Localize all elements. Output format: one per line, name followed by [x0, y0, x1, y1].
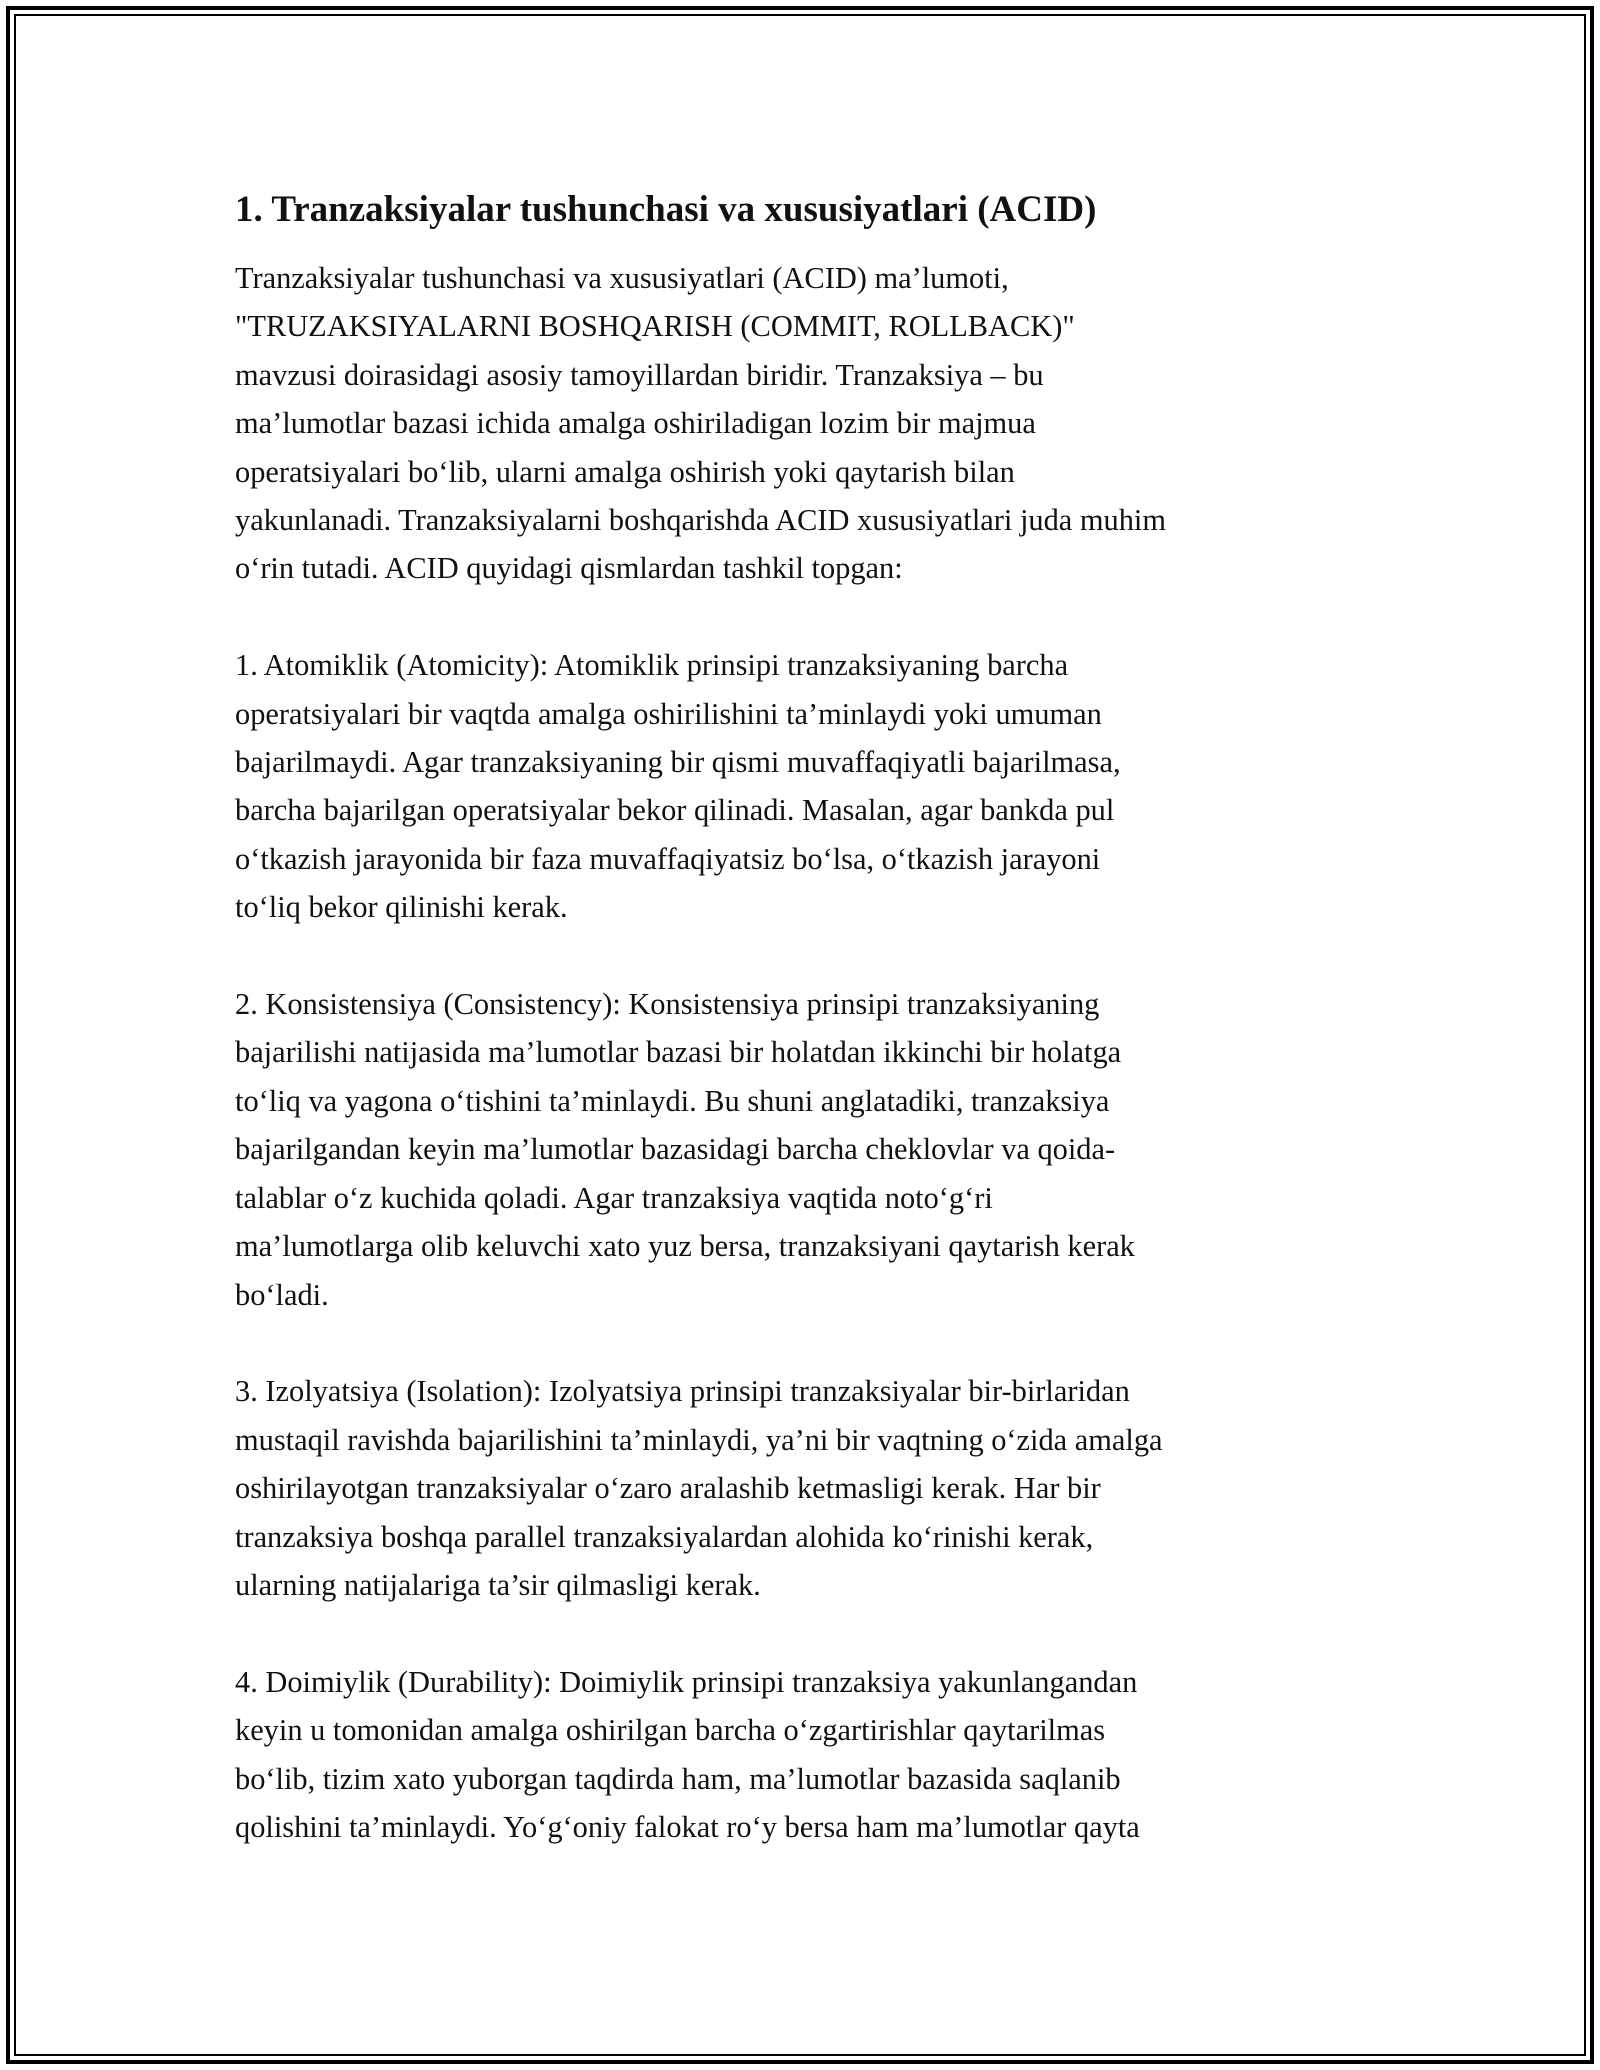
- paragraph-line: oshirilayotgan tranzaksiyalar o‘zaro aralashib ketmasligi kerak. Har bir: [235, 1471, 1101, 1506]
- isolation-paragraph: [235, 1367, 1375, 1609]
- paragraph-line: bajarilgandan keyin ma’lumotlar bazasidagi barcha cheklovlar va qoida-: [235, 1132, 1116, 1167]
- paragraph-line: tranzaksiya boshqa parallel tranzaksiyalardan alohida ko‘rinishi kerak,: [235, 1519, 1094, 1554]
- atomicity-paragraph: [235, 641, 1375, 931]
- paragraph-line: yakunlanadi. Tranzaksiyalarni boshqarishda ACID xususiyatlari juda muhim: [235, 503, 1166, 538]
- paragraph-line: bajarilmaydi. Agar tranzaksiyaning bir qismi muvaffaqiyatli bajarilmasa,: [235, 745, 1121, 780]
- intro-paragraph: [235, 254, 1375, 593]
- section-heading: 1. Tranzaksiyalar tushunchasi va xususiyatlari (ACID): [235, 189, 1097, 230]
- paragraph-line: Tranzaksiyalar tushunchasi va xususiyatlari (ACID) ma’lumoti,: [235, 261, 1009, 295]
- paragraph-line: 1. Atomiklik (Atomicity): Atomiklik prinsipi tranzaksiyaning barcha: [235, 648, 1069, 683]
- consistency-paragraph: [235, 980, 1375, 1319]
- document-body: [235, 186, 1375, 1900]
- paragraph-line: bajarilishi natijasida ma’lumotlar bazasi bir holatdan ikkinchi bir holatga: [235, 1035, 1122, 1070]
- paragraph-line: o‘tkazish jarayonida bir faza muvaffaqiyatsiz bo‘lsa, o‘tkazish jarayoni: [235, 841, 1101, 876]
- paragraph-line: ularning natijalariga ta’sir qilmasligi kerak.: [235, 1567, 761, 1602]
- paragraph-line: ma’lumotlar bazasi ichida amalga oshiriladigan lozim bir majmua: [235, 406, 1036, 441]
- paragraph-line: o‘rin tutadi. ACID quyidagi qismlardan tashkil topgan:: [235, 551, 903, 586]
- paragraph-line: bo‘ladi.: [235, 1277, 329, 1312]
- paragraph-line: mustaqil ravishda bajarilishini ta’minlaydi, ya’ni bir vaqtning o‘zida amalga: [235, 1422, 1163, 1457]
- paragraph-line: mavzusi doirasidagi asosiy tamoyillardan biridir. Tranzaksiya – bu: [235, 357, 1044, 392]
- paragraph-line: operatsiyalari bir vaqtda amalga oshirilishini ta’minlaydi yoki umuman: [235, 696, 1102, 731]
- paragraph-line: keyin u tomonidan amalga oshirilgan barcha o‘zgartirishlar qaytarilmas: [235, 1713, 1106, 1748]
- paragraph-line: qolishini ta’minlaydi. Yo‘g‘oniy falokat ro‘y bersa ham ma’lumotlar qayta: [235, 1809, 1140, 1844]
- paragraph-line: talablar o‘z kuchida qoladi. Agar tranzaksiya vaqtida noto‘g‘ri: [235, 1180, 993, 1215]
- paragraph-line: to‘liq bekor qilinishi kerak.: [235, 890, 568, 925]
- paragraph-line: bo‘lib, tizim xato yuborgan taqdirda ham, ma’lumotlar bazasida saqlanib: [235, 1761, 1121, 1796]
- paragraph-line: 4. Doimiylik (Durability): Doimiylik prinsipi tranzaksiya yakunlangandan: [235, 1664, 1138, 1699]
- durability-paragraph: [235, 1658, 1375, 1852]
- paragraph-line: "TRUZAKSIYALARNI BOSHQARISH (COMMIT, ROLLBACK)": [235, 309, 1075, 344]
- paragraph-line: 2. Konsistensiya (Consistency): Konsistensiya prinsipi tranzaksiyaning: [235, 987, 1100, 1022]
- paragraph-line: operatsiyalari bo‘lib, ularni amalga oshirish yoki qaytarish bilan: [235, 454, 1015, 489]
- paragraph-line: barcha bajarilgan operatsiyalar bekor qilinadi. Masalan, agar bankda pul: [235, 793, 1115, 828]
- paragraph-line: to‘liq va yagona o‘tishini ta’minlaydi. Bu shuni anglatadiki, tranzaksiya: [235, 1083, 1110, 1118]
- paragraph-line: ma’lumotlarga olib keluvchi xato yuz bersa, tranzaksiyani qaytarish kerak: [235, 1229, 1135, 1264]
- paragraph-line: 3. Izolyatsiya (Isolation): Izolyatsiya prinsipi tranzaksiyalar bir-birlaridan: [235, 1374, 1130, 1409]
